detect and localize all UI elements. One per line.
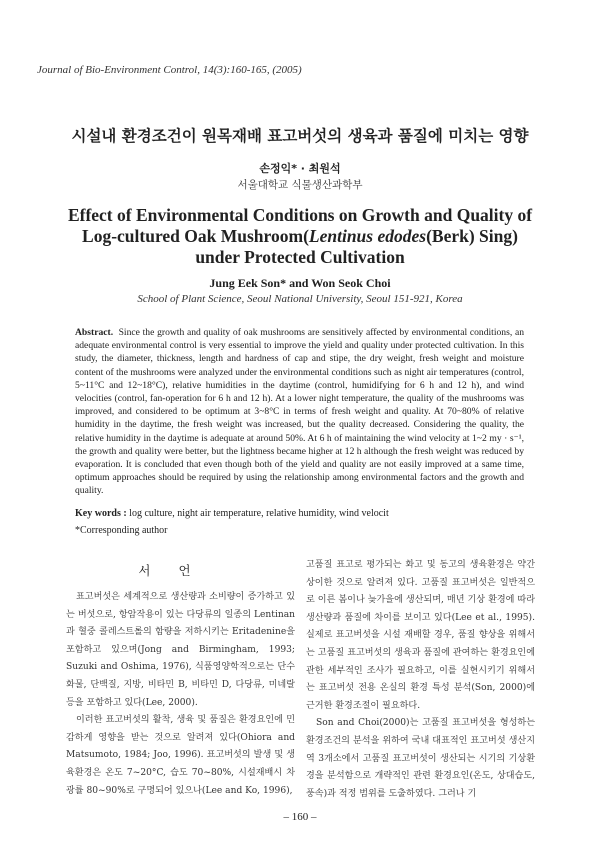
body-paragraph: Son and Choi(2000)는 고품질 표고버섯을 형성하는 환경조건의 분석을 위하여 국내 대표적인 표고버섯 생산지역 3개소에서 고품질 표고버섯이 생산되는 시기의 기상환경을 분석함으로 개략적인 관련 환경요인(온도, 상대습도, 풍속)과 적정 범위를 도출하였다. 그러나 기 xyxy=(306,718,535,799)
journal-citation: Journal of Bio-Environment Control, 14(3):160-165, (2005) xyxy=(37,64,302,76)
body-paragraph: 표고버섯은 세계적으로 생산량과 소비량이 증가하고 있는 버섯으로, 항암작용이 있는 다당류의 일종의 Lentinan과 혈중 콜레스트롤의 함량을 저하시키는 Eritadenine을 포함하고 있으며(Jong and Birmingham, 1993; Suzuki and Oshima, 1976), 식품영양학적으로는 단수화물, 단백질, 지방, 비타민 B, 비타민 D, 다당류, 미네랄 등을 포함하고 있다(Lee, 2000). xyxy=(66,592,295,708)
english-title-line3: under Protected Cultivation xyxy=(195,247,405,267)
section-heading: 서언 xyxy=(138,563,219,578)
english-title xyxy=(0,205,600,268)
abstract xyxy=(75,326,524,498)
body-column-left xyxy=(66,589,295,800)
keywords xyxy=(75,508,535,519)
page-number: – 160 – xyxy=(283,811,317,823)
english-authors: Jung Eek Son* and Won Seok Choi xyxy=(209,276,391,290)
english-title-line2-b: (Berk) Sing) xyxy=(426,226,518,246)
body-column-right xyxy=(306,557,535,803)
english-title-line2 xyxy=(0,226,600,247)
english-title-line1: Effect of Environmental Conditions on Growth and Quality of xyxy=(67,205,533,225)
korean-affiliation: 서울대학교 식물생산과학부 xyxy=(237,179,363,191)
korean-authors: 손정익* · 최원석 xyxy=(259,162,341,175)
body-paragraph: 고품질 표고로 평가되는 화고 및 동고의 생육환경은 약간 상이한 것으로 알려져 있다. 고품질 표고버섯은 일반적으로 이른 봄이나 늦가을에 생산되며, 매년 기상 환경에 따라 생산량과 품질에 차이를 보이고 있다(Lee et al., 1995). 실제로 표고버섯을 시설 재배할 경우, 품질 향상을 위해서는 고품질 표고버섯의 생육과 품질에 관여하는 환경요인에 관한 세부적인 조사가 필요하고, 이를 실현시키기 위해서는 표고버섯 전용 온실의 환경 특성 분석(Son, 2000)에 근거한 환경조절이 필요하다. xyxy=(306,560,535,711)
keywords-label: Key words : xyxy=(75,508,127,519)
abstract-text: Since the growth and quality of oak mushrooms are sensitively affected by environmental conditions, an adequate environmental control is very essential to improve the yield and quality under protected cultivation. In this study, the diameter, thickness, length and hardness of cap and stipe, the dry weight, fresh weight and moisture content of the mushrooms were analyzed under the environmental conditions such as night air temperatures (control, 5~11°C and 12~18°C), relative humidities in the daytime (control, humidifying for 6 h and 12 h), and wind velocities (control, fan-operation for 6 h and 12 h). At a lower night temperature, the quality of the mushrooms was improved, and considered to be optimum at 3~8°C in terms of fresh weight and quality. At 70~80% of relative humidity in the daytime, the fresh weight was increased, but the quality decreased. Considering the quality, the relative humidity in the daytime is adequate at around 50%. At 6 h of maintaining the wind velocity at 1~2 my · s⁻¹, the growth and quality were better, but the lightness became higher at 12 h although the fresh weight was reduced by evaporation. It is concluded that even though both of the yield and quality are not easily improved at a same time, optimum approaches should be required by using the relationship among environmental factors and the growth and quality. xyxy=(75,327,525,497)
english-title-line2-a: Log-cultured Oak Mushroom( xyxy=(82,226,309,246)
english-affiliation: School of Plant Science, Seoul National University, Seoul 151-921, Korea xyxy=(137,293,463,305)
body-paragraph: 이러한 표고버섯의 활착, 생육 및 품질은 환경요인에 민감하게 영향을 받는 것으로 알려져 있다(Ohiora and Matsumoto, 1984; Joo, 1996). 표고버섯의 발생 및 생육환경은 온도 7~20°C, 습도 70~80%, 시설재배시 차광률 80~90%로 구명되어 있으나(Lee and Ko, 1996), xyxy=(66,715,295,796)
keywords-text: log culture, night air temperature, relative humidity, wind velocit xyxy=(129,508,389,519)
species-name: Lentinus edodes xyxy=(308,226,427,246)
korean-title: 시설내 환경조건이 원목재배 표고버섯의 생육과 품질에 미치는 영향 xyxy=(71,127,529,145)
abstract-label: Abstract. xyxy=(75,327,114,338)
corresponding-author-note: *Corresponding author xyxy=(75,525,168,536)
